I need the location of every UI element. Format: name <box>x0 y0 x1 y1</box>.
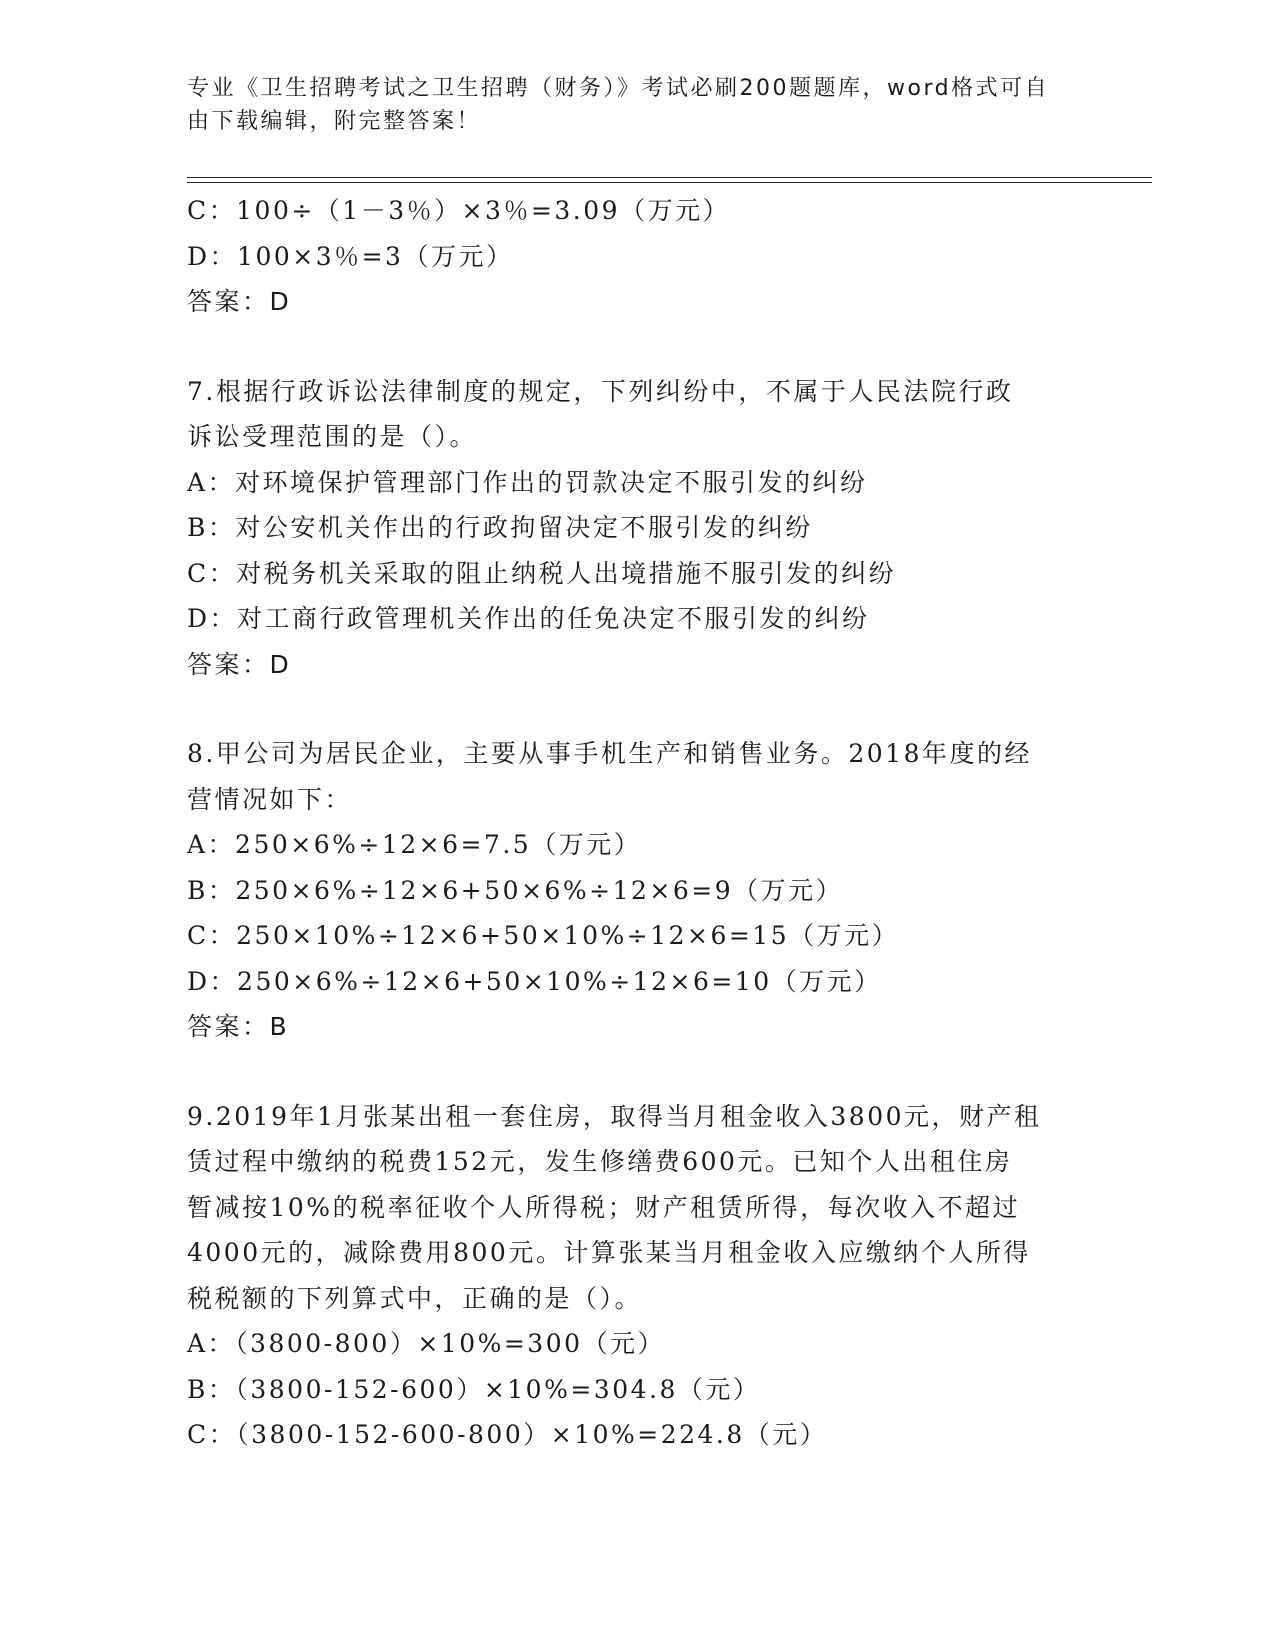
q9-option-b: B：（3800-152-600）×10%=304.8（元） <box>187 1374 761 1404</box>
q7-answer: 答案：D <box>187 649 292 679</box>
q8-option-a: A：250×6%÷12×6=7.5（万元） <box>187 830 642 859</box>
q8-answer: 答案：B <box>187 1012 290 1041</box>
header-line-2: 由下载编辑，附完整答案！ <box>187 109 482 134</box>
q7-option-d: D：对工商行政管理机关作出的任免决定不服引发的纠纷 <box>187 604 870 633</box>
q9-stem-line-2: 赁过程中缴纳的税费152元，发生修缮费600元。已知个人出租住房 <box>187 1147 1013 1176</box>
q7-stem-line-2: 诉讼受理范围的是（）。 <box>187 422 478 451</box>
q9-stem-line-5: 税税额的下列算式中，正确的是（）。 <box>187 1283 643 1313</box>
header-line-1: 专业《卫生招聘考试之卫生招聘（财务）》考试必刷200题题库，word格式可自 <box>187 76 1050 101</box>
q9-option-c: C：（3800-152-600-800）×10%=224.8（元） <box>187 1420 828 1449</box>
q9-stem-line-1: 9.2019年1月张某出租一套住房，取得当月租金收入3800元，财产租 <box>187 1101 1042 1131</box>
q6-option-d: D：100×3％=3（万元） <box>187 241 514 271</box>
spacer <box>187 687 1087 731</box>
question-8 <box>187 731 1087 1050</box>
q6-answer: 答案：D <box>187 287 292 316</box>
q6-option-c: C：100÷（1－3％）×3％=3.09（万元） <box>187 196 731 225</box>
document-header <box>187 72 1087 138</box>
q8-option-c: C：250×10%÷12×6+50×10%÷12×6=15（万元） <box>187 921 900 950</box>
question-content <box>187 188 1087 1458</box>
q8-stem-line-2: 营情况如下： <box>187 784 353 814</box>
q9-option-a: A：（3800-800）×10%=300（元） <box>187 1329 666 1358</box>
spacer <box>187 325 1087 369</box>
spacer <box>187 1050 1087 1094</box>
question-9 <box>187 1094 1087 1458</box>
q7-stem-line-1: 7.根据行政诉讼法律制度的规定，下列纠纷中，不属于人民法院行政 <box>187 376 1014 406</box>
header-divider-bottom <box>187 182 1152 183</box>
q7-option-c: C：对税务机关采取的阻止纳税人出境措施不服引发的纠纷 <box>187 558 897 588</box>
q7-option-a: A：对环境保护管理部门作出的罚款决定不服引发的纠纷 <box>187 467 868 497</box>
q9-stem-line-3: 暂减按10%的税率征收个人所得税；财产租赁所得，每次收入不超过 <box>187 1192 1021 1222</box>
question-7 <box>187 369 1087 688</box>
q8-option-d: D：250×6%÷12×6+50×10%÷12×6=10（万元） <box>187 966 882 996</box>
question-6 <box>187 188 1087 325</box>
q7-option-b: B：对公安机关作出的行政拘留决定不服引发的纠纷 <box>187 513 813 542</box>
q8-option-b: B：250×6%÷12×6+50×6%÷12×6=9（万元） <box>187 875 844 905</box>
q8-stem-line-1: 8.甲公司为居民企业，主要从事手机生产和销售业务。2018年度的经 <box>187 739 1032 768</box>
header-divider-top <box>187 177 1152 178</box>
q9-stem-line-4: 4000元的，减除费用800元。计算张某当月租金收入应缴纳个人所得 <box>187 1238 1031 1267</box>
